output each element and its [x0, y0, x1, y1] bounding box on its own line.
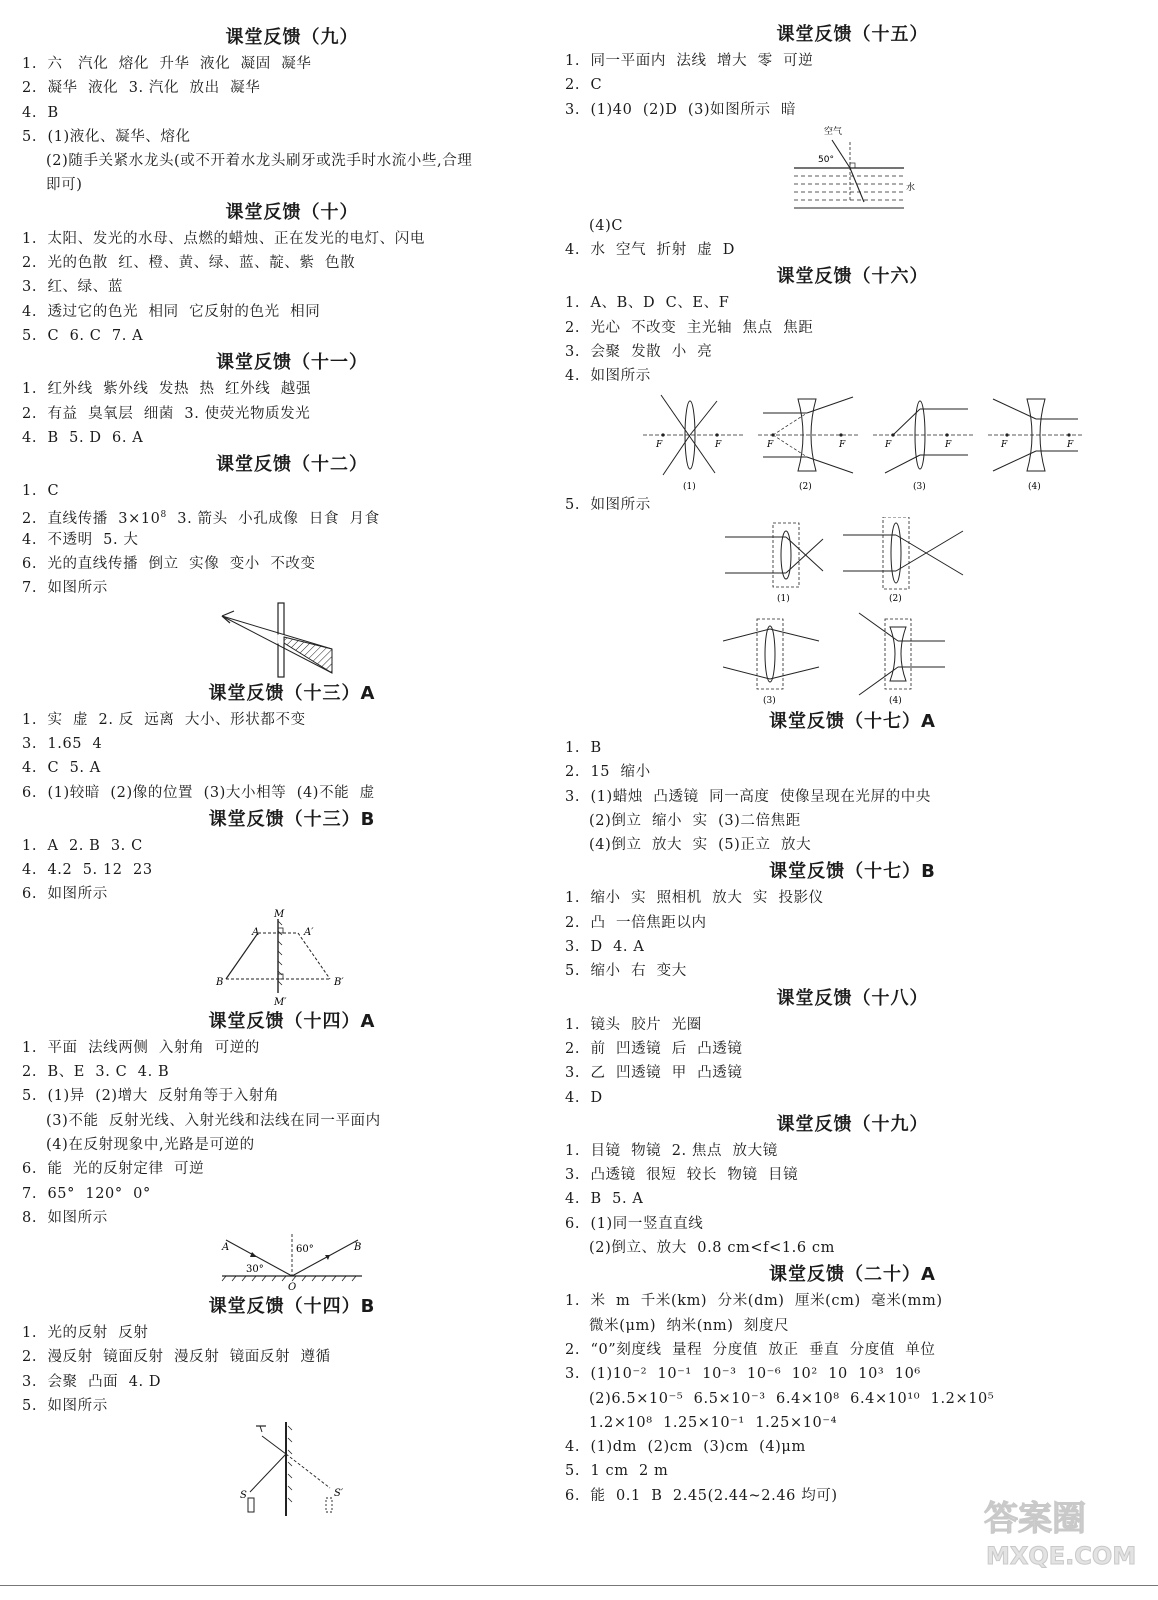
section-title-19: 课堂反馈（十九） [776, 1113, 929, 1135]
answer-line: 1. C [22, 483, 60, 500]
answer-line: 6. (1)同一竖直直线 [565, 1215, 704, 1232]
answer-line: 2. C [565, 77, 603, 94]
answer-line: 1. 太阳、发光的水母、点燃的蜡烛、正在发光的电灯、闪电 [22, 230, 425, 247]
answer-line: (4)在反射现象中,光路是可逆的 [46, 1136, 255, 1153]
answer-line: 4. C 5. A [22, 760, 101, 777]
label-focus: F [838, 439, 845, 450]
answer-line: 1. 同一平面内 法线 增大 零 可逆 [565, 53, 814, 69]
label-focus: F [655, 439, 662, 450]
figure-number: (1) [682, 481, 696, 492]
answer-line: 6. (1)较暗 (2)像的位置 (3)大小相等 (4)不能 虚 [22, 784, 375, 801]
lens-ray-figures [623, 389, 1083, 493]
section-title-12: 课堂反馈（十二） [216, 454, 368, 476]
answer-line: 2. 有益 臭氧层 细菌 3. 使荧光物质发光 [22, 405, 311, 422]
answer-line: 1. 光的反射 反射 [22, 1325, 149, 1342]
figure-number: (2) [888, 593, 902, 604]
answer-line: 1. 实 虚 2. 反 远离 大小、形状都不变 [22, 711, 306, 728]
answer-line: 1. B [565, 739, 602, 756]
section-title-14b: 课堂反馈（十四）B [208, 1296, 376, 1318]
label-focus: F [1066, 439, 1073, 450]
bottom-divider [0, 1585, 1158, 1586]
answer-line: 1. 缩小 实 照相机 放大 实 投影仪 [565, 890, 824, 907]
label-angle-60: 60° [296, 1244, 314, 1256]
label-focus: F [884, 439, 891, 450]
answer-line: 2. 凝华 液化 3. 汽化 放出 凝华 [22, 80, 261, 97]
answer-line: 2. 15 缩小 [565, 764, 651, 781]
answer-line: 2. “0”刻度线 量程 分度值 放正 垂直 分度值 单位 [565, 1341, 936, 1358]
figure-number: (4) [1027, 481, 1041, 492]
answer-line: 3. (1)40 (2)D (3)如图所示 暗 [565, 101, 797, 118]
answer-line: 4. 不透明 5. 大 [22, 531, 139, 548]
answer-line: 2. 光的色散 红、橙、黄、绿、蓝、靛、紫 色散 [22, 255, 356, 272]
figure-number: (4) [888, 695, 902, 706]
label-m: M [274, 908, 285, 920]
answer-line: 4. 透过它的色光 相同 它反射的色光 相同 [22, 303, 321, 320]
answer-line: (3)不能 反射光线、入射光线和法线在同一平面内 [46, 1112, 381, 1129]
label-angle-30: 30° [246, 1264, 264, 1276]
label-focus: F [1000, 439, 1007, 450]
section-title-17b: 课堂反馈（十七）B [769, 861, 936, 883]
label-b: B [216, 976, 224, 988]
figure-number: (2) [798, 481, 812, 492]
label-angle-50: 50° [817, 154, 834, 165]
label-focus: F [944, 439, 951, 450]
answer-line: 6. 光的直线传播 倒立 实像 变小 不改变 [22, 556, 316, 573]
plane-mirror-figure [212, 907, 372, 1007]
answer-line: 4. 4.2 5. 12 23 [22, 862, 153, 879]
answer-line: 1. 六 汽化 熔化 升华 液化 凝固 凝华 [22, 56, 312, 72]
watermark-url: MXQE.COM [986, 1542, 1136, 1570]
section-title-11: 课堂反馈（十一） [216, 352, 368, 374]
answer-line: 4. 如图所示 [565, 368, 651, 385]
answer-line: 3. 乙 凹透镜 甲 凸透镜 [565, 1065, 743, 1082]
answer-line: 3. (1)10⁻² 10⁻¹ 10⁻³ 10⁻⁶ 10² 10 10³ 10⁶ [565, 1366, 921, 1383]
answer-superscript: 8 [160, 510, 167, 521]
answer-line: 5. 1 cm 2 m [565, 1463, 669, 1480]
figure-number: (1) [776, 593, 790, 604]
answer-line: 5. (1)液化、凝华、熔化 [22, 128, 191, 145]
answer-line: 1. 米 m 千米(km) 分米(dm) 厘米(cm) 毫米(mm) [565, 1293, 943, 1310]
section-title-18: 课堂反馈（十八） [776, 987, 929, 1009]
label-b: B [354, 1242, 362, 1254]
label-a: A [252, 926, 260, 938]
answer-line: (2)6.5×10⁻⁵ 6.5×10⁻³ 6.4×10⁸ 6.4×10¹⁰ 1.2×10⁵ [589, 1390, 995, 1407]
answer-line: 6. 能 0.1 B 2.45(2.44~2.46 均可) [565, 1487, 838, 1504]
answer-line: 5. (1)异 (2)增大 反射角等于入射角 [22, 1088, 280, 1105]
answer-line: (2)倒立、放大 0.8 cm<f<1.6 cm [589, 1240, 836, 1257]
label-o: O [288, 1282, 297, 1293]
answer-line [22, 503, 562, 527]
section-title-20a: 课堂反馈（二十）A [769, 1264, 936, 1286]
answer-line: 1.2×10⁸ 1.25×10⁻¹ 1.25×10⁻⁴ [589, 1414, 838, 1431]
watermark-logo-text: 答案圈 [984, 1499, 1086, 1539]
answer-fragment: 3. 箭头 小孔成像 日食 月食 [166, 511, 380, 528]
section-title-10: 课堂反馈（十） [225, 201, 359, 223]
section-title-13a: 课堂反馈（十三）A [208, 682, 376, 704]
answer-line: 6. 如图所示 [22, 886, 108, 903]
answer-line: 6. 能 光的反射定律 可逆 [22, 1161, 205, 1178]
section-title-15: 课堂反馈（十五） [776, 24, 929, 45]
answer-line: 4. (1)dm (2)cm (3)cm (4)μm [565, 1439, 806, 1456]
answer-line: 1. A 2. B 3. C [22, 837, 143, 854]
answer-line: 2. 漫反射 镜面反射 漫反射 镜面反射 遵循 [22, 1349, 331, 1366]
label-b-prime: B′ [334, 976, 344, 988]
answer-line: (4)C [589, 217, 624, 234]
pinhole-shadow-figure [182, 601, 402, 679]
answer-line: 3. 1.65 4 [22, 735, 103, 752]
answer-line: 4. B [22, 104, 59, 121]
answer-line: 4. D [565, 1089, 603, 1106]
answer-fragment: 2. 直线传播 3×10 [22, 511, 161, 528]
answer-line: 微米(μm) 纳米(nm) 刻度尺 [589, 1317, 790, 1334]
answer-line: 5. 缩小 右 变大 [565, 963, 687, 980]
mirror-candle-figure [222, 1418, 362, 1518]
answer-line: 1. 平面 法线两侧 入射角 可逆的 [22, 1039, 260, 1056]
refraction-figure [788, 122, 918, 214]
section-title-14a: 课堂反馈（十四）A [208, 1010, 376, 1032]
label-focus: F [766, 439, 773, 450]
label-a-prime: A′ [304, 926, 314, 938]
answer-line: (4)倒立 放大 实 (5)正立 放大 [589, 837, 812, 854]
label-a: A [222, 1242, 230, 1254]
answer-line: 3. 会聚 发散 小 亮 [565, 344, 713, 361]
left-column [22, 0, 562, 1518]
section-title-9: 课堂反馈（九） [225, 27, 359, 48]
answer-line: 8. 如图所示 [22, 1209, 108, 1226]
answer-line: 2. 凸 一倍焦距以内 [565, 914, 707, 931]
label-water: 水 [905, 182, 915, 193]
answer-line: 4. B 5. D 6. A [22, 429, 144, 446]
answer-line: 3. 红、绿、蓝 [22, 279, 123, 296]
label-focus: F [714, 439, 721, 450]
answer-line: 3. D 4. A [565, 939, 645, 956]
figure-number: (3) [762, 695, 776, 706]
reflection-angle-figure [212, 1230, 372, 1292]
label-s: S [240, 1490, 247, 1502]
section-title-16: 课堂反馈（十六） [776, 266, 929, 288]
answer-line: 3. (1)蜡烛 凸透镜 同一高度 使像呈现在光屏的中央 [565, 788, 931, 805]
answer-line: 5. C 6. C 7. A [22, 327, 144, 344]
answer-line: 1. A、B、D C、E、F [565, 295, 730, 312]
answer-line: 3. 凸透镜 很短 较长 物镜 目镜 [565, 1167, 799, 1184]
answer-line: (2)随手关紧水龙头(或不开着水龙头刷牙或洗手时水流小些,合理 [46, 153, 473, 170]
answer-line: 5. 如图所示 [565, 496, 651, 513]
answer-line: 7. 65° 120° 0° [22, 1185, 151, 1202]
answer-line: 5. 如图所示 [22, 1397, 108, 1414]
lens-box-figures [723, 517, 983, 707]
watermark-logo [978, 1492, 1136, 1572]
section-title-17a: 课堂反馈（十七）A [769, 710, 936, 732]
right-column [565, 0, 1140, 1508]
answer-line: 2. 光心 不改变 主光轴 焦点 焦距 [565, 319, 814, 336]
figure-number: (3) [912, 481, 926, 492]
answer-line: 2. B、E 3. C 4. B [22, 1064, 170, 1081]
label-air: 空气 [823, 126, 842, 137]
answer-line: 1. 红外线 紫外线 发热 热 红外线 越强 [22, 381, 311, 398]
label-m-prime: M′ [274, 996, 287, 1007]
answer-line: 1. 目镜 物镜 2. 焦点 放大镜 [565, 1142, 778, 1159]
answer-line: 即可) [46, 177, 83, 194]
answer-line: 3. 会聚 凸面 4. D [22, 1373, 162, 1390]
section-title-13b: 课堂反馈（十三）B [208, 808, 376, 830]
answer-line: 1. 镜头 胶片 光圈 [565, 1016, 702, 1033]
answer-line: 4. 水 空气 折射 虚 D [565, 242, 735, 259]
answer-line: (2)倒立 缩小 实 (3)二倍焦距 [589, 812, 801, 829]
answer-line: 7. 如图所示 [22, 580, 108, 597]
answer-line: 4. B 5. A [565, 1191, 644, 1208]
answer-line: 2. 前 凹透镜 后 凸透镜 [565, 1040, 743, 1057]
label-s-prime: S′ [334, 1488, 344, 1500]
